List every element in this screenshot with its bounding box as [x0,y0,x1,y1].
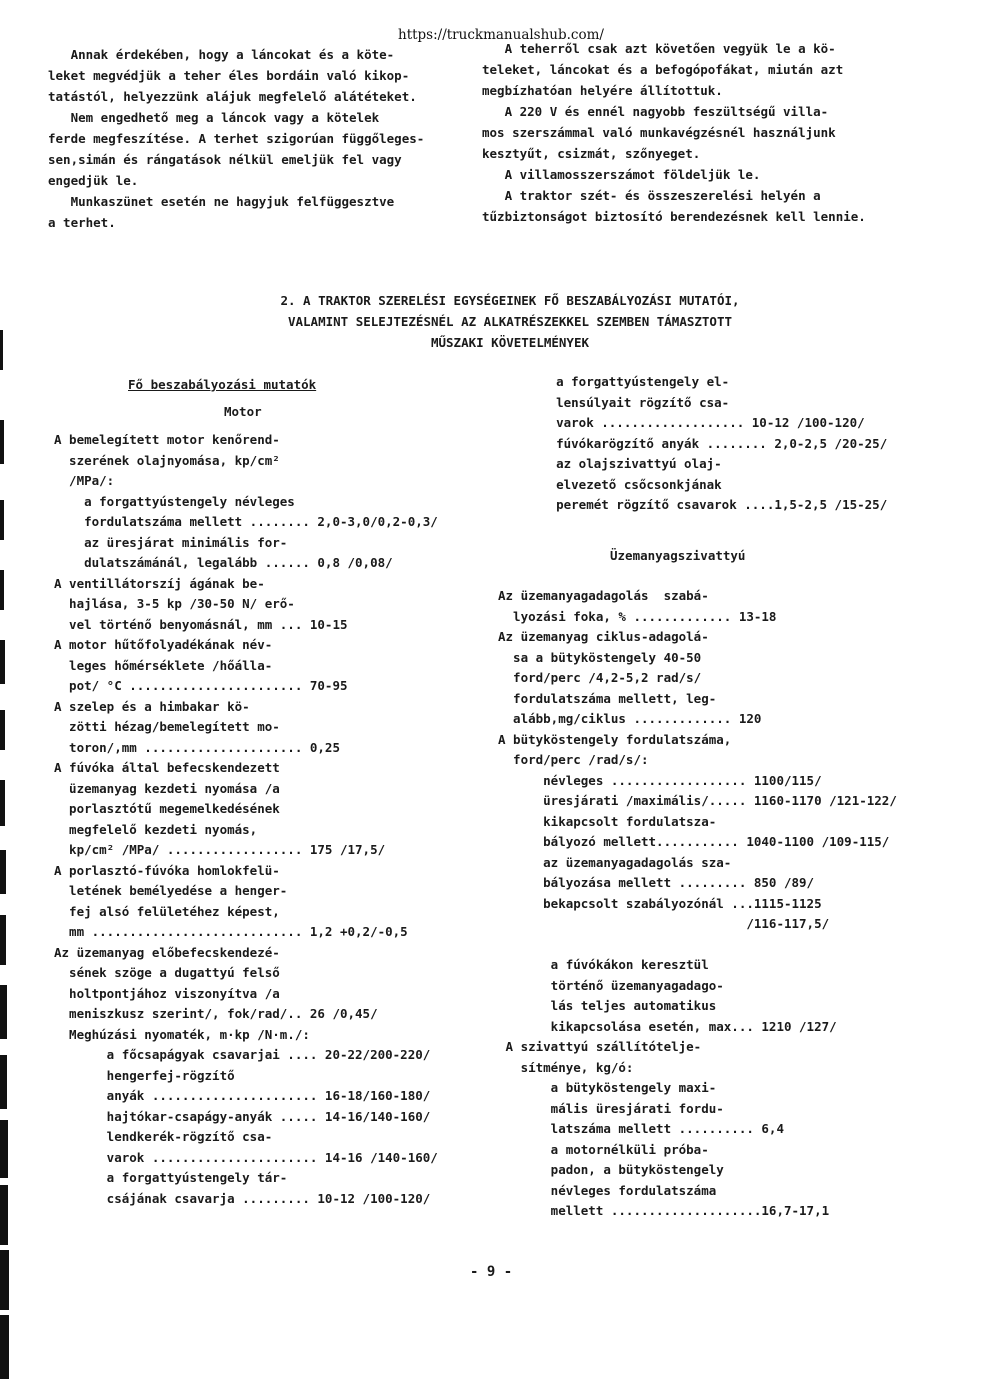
spec-line: ford/perc /4,2-5,2 rad/s/ [498,670,702,685]
text-line: engedjük le. [48,173,139,188]
spec-line: fordulatszáma mellett, leg- [498,690,717,706]
spec-line: csájának csavarja ......... 10-12 /100-120/ [54,1190,431,1206]
scan-edge-mark [0,985,7,1039]
spec-line: bályozó mellett........... 1040-1100 /109-115/ [498,834,890,849]
spec-line [498,935,938,956]
spec-line: varok ...................... 14-16 /140-160/ [54,1149,438,1165]
spec-line: /MPa/: [54,473,115,488]
spec-line: toron/,mm ..................... 0,25 [54,739,340,755]
scan-edge-mark [0,570,4,610]
spec-line: A fúvóka által befecskendezett [54,760,280,775]
text-line: Nem engedhető meg a láncok vagy a kötelek [48,110,380,125]
left-subtitle: Motor [224,403,262,419]
page-number: - 9 - [470,1264,513,1280]
spec-line: A bemelegített motor kenőrend- [54,432,280,447]
spec-line: az üzemanyagadagolás sza- [498,854,732,870]
scan-edge-mark [0,330,3,370]
scan-edge-mark [0,1120,8,1178]
spec-line: alább,mg/ciklus ............. 120 [498,711,762,726]
spec-line: bályozása mellett ......... 850 /89/ [498,875,815,890]
spec-line: elvezető csőcsonkjának [526,476,722,492]
left-title: Fő beszabályozási mutatók [128,377,317,392]
left-spec-column [54,375,494,1209]
spec-line: üzemanyag kezdeti nyomása /a [54,780,280,796]
source-url[interactable]: https://truckmanualshub.com/ [398,27,604,43]
spec-line: /116-117,5/ [498,916,830,931]
text-line: A 220 V és ennél nagyobb feszültségű villa- [482,104,829,119]
spec-line: A bütyköstengely fordulatszáma, [498,731,732,747]
heading-line: 2. A TRAKTOR SZERELÉSI EGYSÉGEINEK FŐ BESZABÁLYOZÁSI MUTATÓI, [280,293,740,308]
spec-line: vel történő benyomásnál, mm ... 10-15 [54,616,348,632]
spec-line: A porlasztó-fúvóka homlokfelü- [54,862,280,878]
spec-line: fordulatszáma mellett ........ 2,0-3,0/0,2-0,3/ [54,514,438,529]
spec-line: üresjárati /maximális/..... 1160-1170 /121-122/ [498,793,897,808]
spec-line: lendkerék-rögzítő csa- [54,1129,273,1144]
intro-right-column [482,38,902,227]
spec-line: pot/ °C ....................... 70-95 [54,678,348,693]
spec-line: történő üzemanyagadago- [498,977,724,993]
spec-line: anyák ...................... 16-18/160-180/ [54,1088,431,1103]
spec-line: mm ............................ 1,2 +0,2/-0,5 [54,924,408,939]
spec-line: hajlása, 3-5 kp /30-50 N/ erő- [54,596,295,611]
spec-line: Az üzemanyag előbefecskendezé- [54,944,280,960]
spec-line: kp/cm² /MPa/ .................. 175 /17,5/ [54,842,386,857]
scan-edge-mark [0,1315,9,1379]
spec-line: meniszkusz szerint/, fok/rad/.. 26 /0,45/ [54,1006,378,1021]
scan-edge-mark [0,420,4,464]
text-line: leket megvédjük a teher éles bordáin való kikop- [48,68,410,83]
scan-edge-mark [0,1250,9,1310]
text-line: ferde megfeszítése. A terhet szigorúan függőleges- [48,131,425,146]
section-heading [210,290,810,353]
spec-line: a forgattyústengely névleges [54,493,295,509]
right-spec-column [498,372,938,1222]
spec-line: lensúlyait rögzítő csa- [526,394,730,410]
spec-line: Az üzemanyagadagolás szabá- [498,588,709,603]
heading-line: MŰSZAKI KÖVETELMÉNYEK [430,335,590,350]
heading-line: VALAMINT SELEJTEZÉSNÉL AZ ALKATRÉSZEKKEL SZEMBEN TÁMASZTOTT [287,314,732,329]
spec-line: névleges .................. 1100/115/ [498,772,822,788]
spec-line: az üresjárat minimális for- [54,534,288,550]
spec-line: letének bemélyedése a henger- [54,883,288,898]
text-line: Annak érdekében, hogy a láncokat és a köte- [48,47,395,62]
scan-edge-mark [0,500,4,540]
spec-line: ford/perc /rad/s/: [498,752,649,767]
spec-line: A szivattyú szállítótelje- [498,1039,702,1054]
text-line: A teherről csak azt követően vegyük le a kö- [482,41,836,56]
spec-line: lás teljes automatikus [498,998,717,1013]
right-spec-list-top [498,372,938,516]
text-line: mos szerszámmal való munkavégzésnél használjunk [482,125,836,140]
text-line: Munkaszünet esetén ne hagyjuk felfüggesztve [48,194,395,209]
text-line: kesztyűt, csizmát, szőnyeget. [482,146,701,161]
spec-line: hengerfej-rögzítő [54,1067,235,1083]
spec-line: peremét rögzítő csavarok ....1,5-2,5 /15-25/ [526,497,888,512]
spec-line: latszáma mellett .......... 6,4 [498,1121,784,1136]
text-line: tatástól, helyezzünk alájuk megfelelő alátéteket. [48,89,417,104]
spec-line: a forgattyústengely el- [526,374,730,389]
spec-line: kikapcsolása esetén, max... 1210 /127/ [498,1018,837,1034]
spec-line: hajtókar-csapágy-anyák ..... 14-16/140-160/ [54,1108,431,1124]
spec-line: mellett ....................16,7-17,1 [498,1203,830,1218]
scan-edge-mark [0,1185,8,1245]
spec-line: Az üzemanyag ciklus-adagolá- [498,629,709,644]
spec-line: az olajszivattyú olaj- [526,456,722,471]
spec-line: zötti hézag/bemelegített mo- [54,719,280,734]
spec-line: a főcsapágyak csavarjai .... 20-22/200-220/ [54,1047,431,1062]
spec-line: fej alsó felületéhez képest, [54,903,280,919]
text-line: teleket, láncokat és a befogópofákat, miután azt [482,62,844,77]
spec-line: a bütyköstengely maxi- [498,1080,717,1095]
spec-line: leges hőmérséklete /hőálla- [54,657,273,673]
spec-line: sének szöge a dugattyú felső [54,965,280,980]
text-line: tűzbiztonságot biztosító berendezésnek kell lennie. [482,209,866,224]
spec-line: Meghúzási nyomaték, m·kp /N·m./: [54,1026,310,1042]
spec-line: szerének olajnyomása, kp/cm² [54,452,288,468]
spec-line: megfelelő kezdeti nyomás, [54,821,258,837]
right-spec-list-bottom [498,586,938,1222]
scan-edge-mark [0,1055,7,1109]
spec-line: sa a bütyköstengely 40-50 [498,649,702,665]
spec-line: a forgattyústengely tár- [54,1170,288,1185]
spec-line: bekapcsolt szabályozónál ...1115-1125 [498,895,822,911]
text-line: a terhet. [48,215,116,230]
text-line: sen,simán és rángatások nélkül emeljük fel vagy [48,152,402,167]
scan-edge-mark [0,780,5,826]
scan-edge-mark [0,850,6,894]
spec-line: a fúvókákon keresztül [498,957,709,972]
spec-line: porlasztótű megemelkedésének [54,801,280,816]
right-subtitle: Üzemanyagszivattyú [610,547,746,563]
scan-edge-mark [0,710,5,750]
spec-line: padon, a bütyköstengely [498,1162,724,1177]
text-line: A traktor szét- és összeszerelési helyén a [482,188,821,203]
spec-line: kikapcsolt fordulatsza- [498,813,717,829]
spec-line: fúvókarögzítő anyák ........ 2,0-2,5 /20-25/ [526,435,888,451]
spec-line: dulatszámánál, legalább ...... 0,8 /0,08/ [54,555,393,570]
spec-line: lyozási foka, % ............. 13-18 [498,608,777,624]
scan-edge-mark [0,915,6,965]
left-spec-list [54,430,494,1209]
spec-line: A szelep és a himbakar kö- [54,698,250,714]
spec-line: A ventillátorszíj ágának be- [54,575,265,591]
spec-line: A motor hűtőfolyadékának név- [54,637,273,652]
spec-line: holtpontjához viszonyítva /a [54,985,280,1001]
text-line: A villamosszerszámot földeljük le. [482,167,761,182]
scan-edge-mark [0,640,5,684]
spec-line: a motornélküli próba- [498,1141,709,1157]
text-line: megbízhatóan helyére állítottuk. [482,83,723,98]
spec-line: névleges fordulatszáma [498,1182,717,1198]
spec-line: mális üresjárati fordu- [498,1100,724,1116]
spec-line: varok ................... 10-12 /100-120/ [526,415,865,430]
intro-left-column [48,44,448,233]
spec-line: sítménye, kg/ó: [498,1059,634,1075]
